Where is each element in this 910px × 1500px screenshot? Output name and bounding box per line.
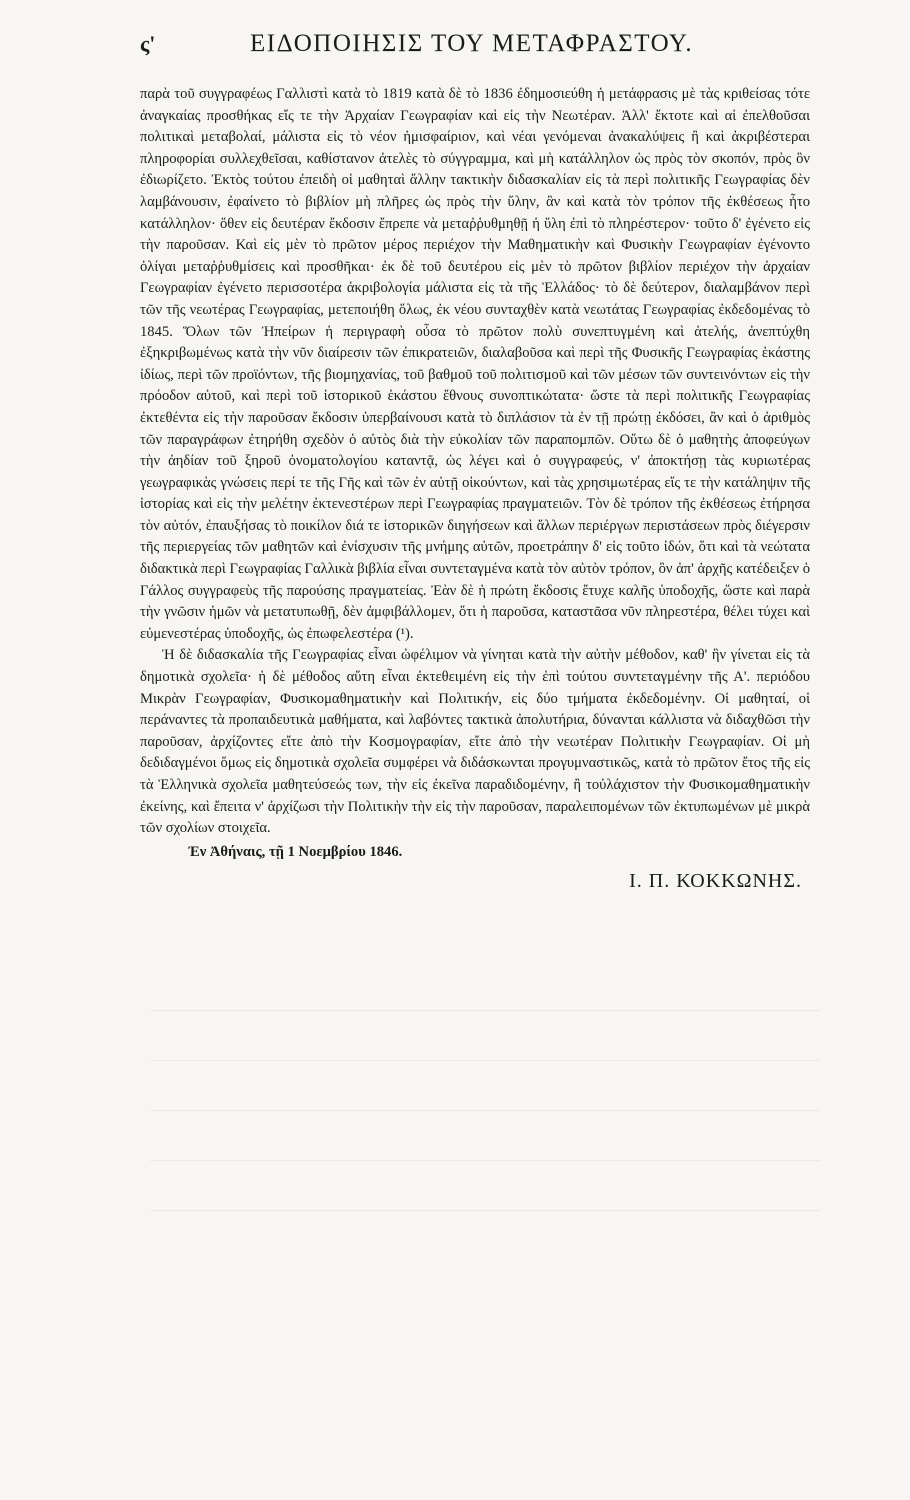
page-number: ς': [140, 31, 156, 56]
running-head: [140, 30, 810, 74]
dateline: Ἐν Ἀθήναις, τῇ 1 Νοεμβρίου 1846.: [188, 843, 403, 860]
paragraph-1: παρὰ τοῦ συγγραφέως Γαλλιστὶ κατὰ τὸ 1819 κατὰ δὲ τὸ 1836 ἐδημοσιεύθη ἡ μετάφρασις μὲ τὰς κριθείσας τότε ἀναγκαίας προσθήκας εἴς τε τὴν Ἀρχαίαν Γεωγραφίαν καὶ εἰς τὴν Νεωτέραν. Ἀλλ' ἔκτοτε καὶ αἱ ἐπελθοῦσαι πολιτικαὶ μεταβολαί, μάλιστα εἰς τὸ νέον ἡμισφαίριον, καὶ νέαι γενόμεναι ἀνακαλύψεις ἢ καὶ ἀκριβέστεραι πληροφορίαι συλλεχθεῖσαι, καθίστανον ἀτελὲς τὸ σύγγραμμα, καὶ μὴ κατάλληλον ὡς πρὸς τὸν σκοπόν, πρὸς ὃν ἐδιωρίζετο. Ἐκτὸς τούτου ἐπειδὴ οἱ μαθηταὶ ἄλλην τακτικὴν διδασκαλίαν εἰς τὰ περὶ πολιτικῆς Γεωγραφίας δὲν λαμβάνουσιν, ἐφαίνετο τὸ βιβλίον μὴ πλῆρες ὡς πρὸς τὴν ὕλην, ἂν καὶ κατὰ τὸν τρόπον τῆς ἐκθέσεως ἦτο κατάλληλον· ὅθεν εἰς δευτέραν ἔκδοσιν ἔπρεπε νὰ μεταῤῥυθμηθῇ ἡ ὕλη ἐπὶ τὸ πληρέστερον· τοῦτο δ' ἐγένετο εἰς τὴν παροῦσαν. Καὶ εἰς μὲν τὸ πρῶτον μέρος περιέχον τὴν Μαθηματικὴν καὶ Φυσικὴν Γεωγραφίαν ἐγένοντο ὀλίγαι μεταῤῥυθμίσεις καὶ προσθῆκαι· ἐκ δὲ τοῦ δευτέρου εἰς μὲν τὸ πρῶτον βιβλίον περιέχον τὴν ἀρχαίαν Γεωγραφίαν ἐγένετο περισσοτέρα ἀκριβολογία μάλιστα εἰς τὰ τῆς Ἑλλάδος· τὸ δὲ δεύτερον, διαλαμβάνον περὶ τῶν τῆς νεωτέρας Γεωγραφίας, μετεποιήθη ὅλως, ἐκ νέου συνταχθὲν κατὰ νεωτάτας Γεωγραφίας ἐκδεδομένας τὸ 1845. Ὅλων τῶν Ἠπείρων ἡ περιγραφὴ οὖσα τὸ πρῶτον πολὺ συνεπτυγμένη καὶ ἀτελής, ἀνεπτύχθη ἐξηκριβωμένως κατὰ τὴν νῦν διαίρεσιν τῶν ἐπικρατειῶν, διαλαβοῦσα καὶ περὶ τῆς Φυσικῆς Γεωγραφίας ἑκάστης ἰδίως, περὶ τῶν προϊόντων, τῆς βιομηχανίας, τοῦ βαθμοῦ τοῦ πολιτισμοῦ καὶ τῶν μέσων τῶν συντεινόντων εἰς τὴν πρόοδον αὐτοῦ, καὶ περὶ τοῦ ἱστορικοῦ ἑκάστου ἔθνους συνοπτικώτατα· ὥστε τὰ περὶ πολιτικῆς Γεωγραφίας ἐκτεθέντα εἰς τὴν παροῦσαν ἔκδοσιν ὑπερβαίνουσι κατὰ τὸ διπλάσιον τὰ ἐν τῇ πρώτῃ ἐκδόσει, ἂν καὶ ὁ ἀριθμὸς τῶν παραγράφων ἐτηρήθη σχεδὸν ὁ αὐτὸς διὰ τὴν εὐκολίαν τῶν παραπομπῶν. Οὕτω δὲ ὁ μαθητὴς ἀποφεύγων τὴν ἀηδίαν τοῦ ξηροῦ ὀνοματολογίου καταντᾷ, ὡς λέγει καὶ ὁ συγγραφεύς, ν' ἀποκτήσῃ τὰς κυριωτέρας γεωγραφικὰς γνώσεις περί τε τῆς Γῆς καὶ τῶν ἐν αὐτῇ οἰκούντων, καὶ τὰς χρησιμωτέρας εἴς τε τὴν κατάληψιν τῆς ἱστορίας καὶ εἰς τὴν μελέτην ἐκτενεστέρων περὶ Γεωγραφίας πραγματειῶν. Τὸν δὲ τρόπον τῆς ἐκθέσεως ἐτήρησα τὸν αὐτόν, ἐπαυξήσας τὸ ποικίλον διά τε ἱστορικῶν διηγήσεων καὶ ἄλλων περιέργων περιστάσεων πρὸς διέγερσιν τῆς περιεργείας τῶν μαθητῶν καὶ ἐνίσχυσιν τῆς μνήμης αὐτῶν, προετράπην δ' εἰς τοῦτο ἰδών, ὅτι καὶ τὰ νεώτατα διδακτικὰ περὶ Γεωγραφίας Γαλλικὰ βιβλία εἶναι συντεταγμένα κατὰ τὸν αὐτὸν τρόπον, ὃν ἀπ' ἀρχῆς κατέδειξεν ὁ Γάλλος συγγραφεὺς τῆς παρούσης πραγματείας. Ἐὰν δὲ ἡ πρώτη ἔκδοσις ἔτυχε καλῆς ὑποδοχῆς, ὥστε καὶ παρὰ τὴν γνῶσιν ἡμῶν νὰ μετατυπωθῇ, δὲν ἀμφιβάλλομεν, ὅτι ἡ παροῦσα, καταστᾶσα νῦν πληρεστέρα, θέλει τύχει καὶ εὐμενεστέρας ὑποδοχῆς, ὡς ἐπωφελεστέρα (¹).: [140, 86, 810, 642]
bleed-through-line: [150, 1060, 820, 1061]
header-title: ΕΙΔΟΠΟΙΗΣΙΣ ΤΟΥ ΜΕΤΑΦΡΑΣΤΟΥ.: [250, 30, 694, 57]
bleed-through-line: [150, 1110, 820, 1111]
bleed-through-line: [150, 1210, 820, 1211]
closing-block: [140, 844, 810, 904]
bleed-through-line: [150, 1010, 820, 1011]
bleed-through-line: [150, 1160, 820, 1161]
body-text: [140, 84, 810, 840]
signature: Ι. Π. ΚΟΚΚΩΝΗΣ.: [629, 869, 802, 892]
paragraph-2: Ἡ δὲ διδασκαλία τῆς Γεωγραφίας εἶναι ὠφέλιμον νὰ γίνηται κατὰ τὴν αὐτὴν μέθοδον, καθ' ἣν γίνεται εἰς τὰ δημοτικὰ σχολεῖα· ἡ δὲ μέθοδος αὕτη εἶναι ἐκτεθειμένη εἰς τὴν ἐπὶ τούτου συντεταγμένην τῆς Α'. περιόδου Μικρὰν Γεωγραφίαν, Φυσικομαθηματικὴν καὶ Πολιτικήν, εἰς δύο τμήματα ἐκδεδομένην. Οἱ μαθηταί, οἱ περάναντες τὰ προπαιδευτικὰ μαθήματα, καὶ λαβόντες τακτικὰ ἀπολυτήρια, δύνανται κάλλιστα νὰ διδαχθῶσι τὴν παροῦσαν, ἀρχίζοντες εἴτε ἀπὸ τὴν Κοσμογραφίαν, εἴτε ἀπὸ τὴν νεωτέραν Πολιτικὴν Γεωγραφίαν. Οἱ μὴ δεδιδαγμένοι ὅμως εἰς δημοτικὰ σχολεῖα συμφέρει νὰ διδάσκωνται προγυμναστικῶς, κατὰ τὸ πρῶτον ἔτος τῆς εἰς τὰ Ἑλληνικὰ σχολεῖα μαθητεύσεώς των, τὴν εἰς ἐκεῖνα παραδιδομένην, ἢ τοὐλάχιστον τὴν Φυσικομαθηματικὴν ἐκείνης, καὶ ἔπειτα ν' ἀρχίζωσι τὴν Πολιτικὴν τὴν εἰς τὴν παροῦσαν, παραλειπομένων τῶν ἐκτυπωμένων μὲ μικρὰ τῶν σχολίων στοιχεῖα.: [140, 647, 810, 837]
